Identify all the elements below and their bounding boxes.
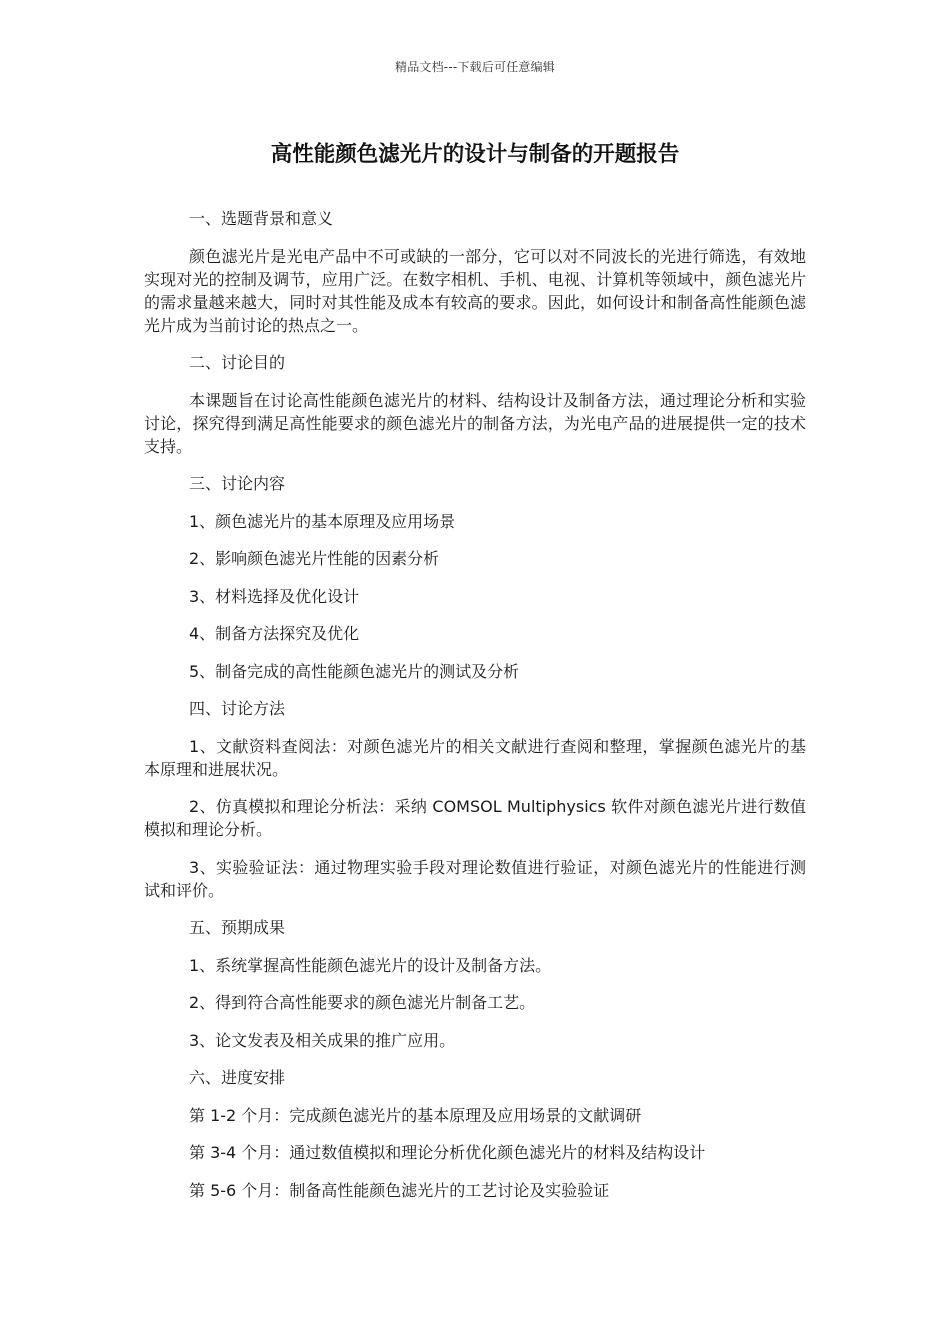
section-4-item-3: 3、实验验证法：通过物理实验手段对理论数值进行验证，对颜色滤光片的性能进行测试和评价。 xyxy=(144,857,806,900)
section-3-item-5: 5、制备完成的高性能颜色滤光片的测试及分析 xyxy=(189,661,520,681)
section-6-item-2: 第 3-4 个月：通过数值模拟和理论分析优化颜色滤光片的材料及结构设计 xyxy=(189,1143,706,1162)
section-5-heading: 五、预期成果 xyxy=(189,918,286,937)
section-6-item-1: 第 1-2 个月：完成颜色滤光片的基本原理及应用场景的文献调研 xyxy=(189,1105,642,1125)
header-note: 精品文档---下载后可任意编辑 xyxy=(395,60,555,74)
section-5-item-1: 1、系统掌握高性能颜色滤光片的设计及制备方法。 xyxy=(189,955,552,975)
section-3-item-1: 1、颜色滤光片的基本原理及应用场景 xyxy=(189,511,456,531)
section-4-heading: 四、讨论方法 xyxy=(189,699,286,718)
section-6-heading: 六、进度安排 xyxy=(189,1068,286,1087)
section-3-item-4: 4、制备方法探究及优化 xyxy=(189,624,360,643)
section-3-item-2: 2、影响颜色滤光片性能的因素分析 xyxy=(189,549,440,568)
section-3-item-3: 3、材料选择及优化设计 xyxy=(189,586,360,606)
section-1-heading: 一、选题背景和意义 xyxy=(189,209,334,228)
section-2-heading: 二、讨论目的 xyxy=(189,353,286,372)
section-1-paragraph: 颜色滤光片是光电产品中不可或缺的一部分，它可以对不同波长的光进行筛选，有效地实现对光的控制及调节，应用广泛。在数字相机、手机、电视、计算机等领域中，颜色滤光片的需求量越来越大，同时对其性能及成本有较高的要求。因此，如何设计和制备高性能颜色滤光片成为当前讨论的热点之一。 xyxy=(144,246,806,335)
section-4-item-1: 1、文献资料查阅法：对颜色滤光片的相关文献进行查阅和整理，掌握颜色滤光片的基本原理和进展状况。 xyxy=(144,736,806,779)
section-3-heading: 三、讨论内容 xyxy=(189,474,286,493)
section-6-item-3: 第 5-6 个月：制备高性能颜色滤光片的工艺讨论及实验验证 xyxy=(189,1180,610,1200)
section-5-item-2: 2、得到符合高性能要求的颜色滤光片制备工艺。 xyxy=(189,993,536,1012)
document-body xyxy=(144,207,806,1216)
document-title: 高性能颜色滤光片的设计与制备的开题报告 xyxy=(270,142,680,167)
section-4-item-2: 2、仿真模拟和理论分析法：采纳 COMSOL Multiphysics 软件对颜色滤光片进行数值模拟和理论分析。 xyxy=(144,797,806,839)
section-2-paragraph: 本课题旨在讨论高性能颜色滤光片的材料、结构设计及制备方法，通过理论分析和实验讨论，探究得到满足高性能要求的颜色滤光片的制备方法，为光电产品的进展提供一定的技术支持。 xyxy=(144,390,806,456)
section-5-item-3: 3、论文发表及相关成果的推广应用。 xyxy=(189,1030,456,1050)
